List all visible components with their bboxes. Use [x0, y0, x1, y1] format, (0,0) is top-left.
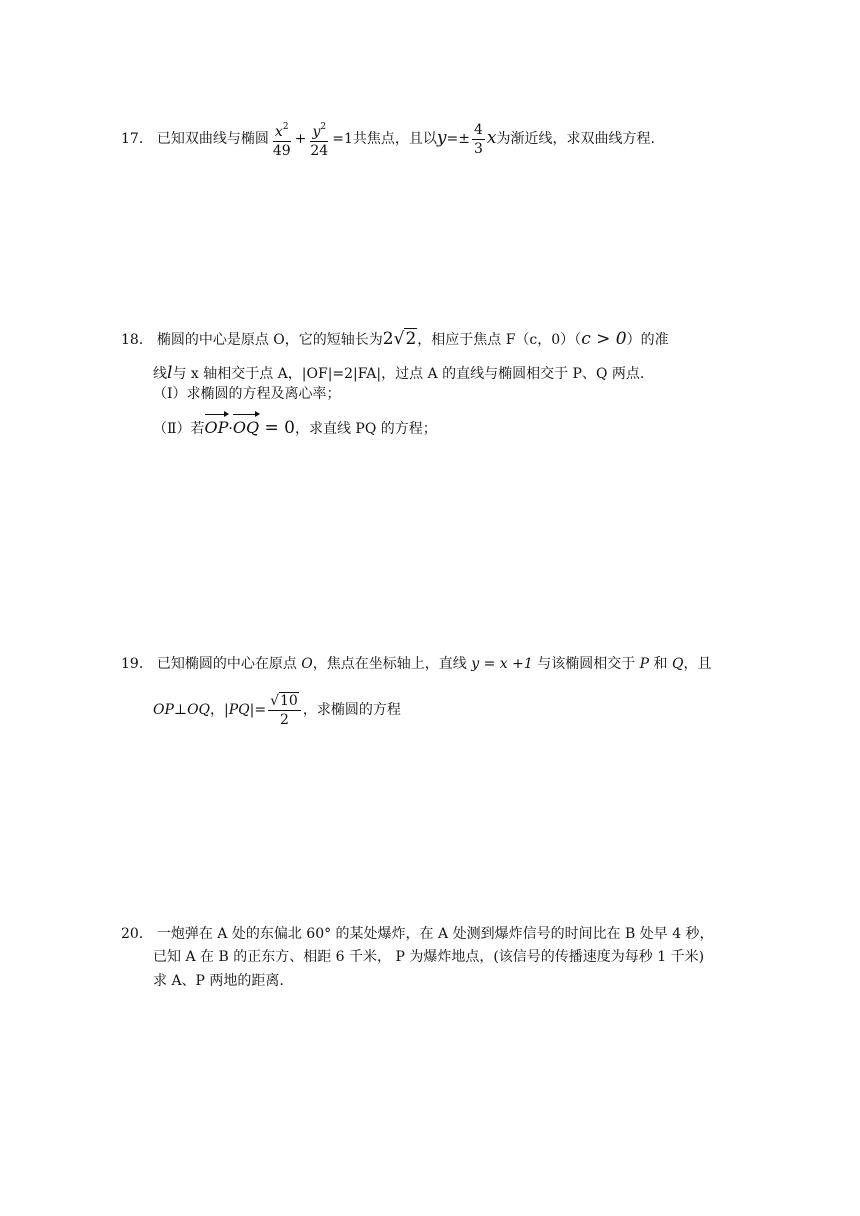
- problem-20-line-3: 求 A、P 两地的距离.: [153, 973, 284, 989]
- vector-oq: OQ: [233, 416, 259, 440]
- problem-20-line-2: 已知 A 在 B 的正东方、相距 6 千米， P 为爆炸地点，(该信号的传播速度为每秒 1 千米): [153, 949, 705, 965]
- problem-text: 椭圆的中心是原点 O，它的短轴长为: [156, 332, 383, 348]
- problem-text: 已知双曲线与椭圆: [156, 131, 269, 147]
- problem-text: 为渐近线，求双曲线方程.: [496, 131, 655, 147]
- problem-18-part-1: （Ⅰ）求椭圆的方程及离心率；: [153, 386, 341, 402]
- fraction: $\frac{4}{3}$: [473, 121, 483, 157]
- fraction: $\frac{y^2}{24}$: [308, 118, 330, 160]
- problem-text: ，相应于焦点 F（c，0）（: [417, 332, 582, 348]
- problem-number: 19．: [121, 656, 153, 672]
- problem-20-line-1: 20． 一炮弹在 A 处的东偏北 60° 的某处爆炸，在 A 处测到爆炸信号的时间比在 B 处早 4 秒，: [121, 926, 714, 942]
- problem-18-part-2: （Ⅱ）若OP·OQ = 0，求直线 PQ 的方程；: [153, 418, 437, 438]
- fraction: $\frac{x^2}{49}$: [271, 118, 293, 160]
- problem-19-line-1: 19． 已知椭圆的中心在原点 O，焦点在坐标轴上，直线 y = x +1 与该椭圆相交于 P 和 Q，且: [121, 656, 712, 672]
- problem-18-line-1: 18． 椭圆的中心是原点 O，它的短轴长为2√2，相应于焦点 F（c，0）（c > 0）的准: [121, 327, 669, 352]
- fraction: $\frac{√10}{2}$: [268, 692, 301, 729]
- problem-17: 17． 已知双曲线与椭圆 $\frac{x^2}{49}$ + $\frac{y^2}{24}$ =1共焦点，且以y=± $\frac{4}{3}$ x为渐近线，求双曲线方程.: [121, 118, 655, 160]
- vector-op: OP: [205, 416, 229, 440]
- problem-text: 共焦点，且以: [352, 131, 437, 147]
- sqrt-expression: 2√2: [382, 329, 417, 349]
- problem-number: 20．: [121, 926, 153, 942]
- problem-number: 18．: [121, 332, 153, 348]
- problem-number: 17．: [121, 131, 153, 147]
- problem-text: ）的准: [626, 332, 669, 348]
- problem-18-line-2: 线l与 x 轴相交于点 A，|OF|=2|FA|，过点 A 的直线与椭圆相交于 P、Q 两点.: [153, 363, 645, 383]
- problem-19-line-2: OP⊥OQ，|PQ|= $\frac{√10}{2}$ ，求椭圆的方程: [153, 692, 401, 728]
